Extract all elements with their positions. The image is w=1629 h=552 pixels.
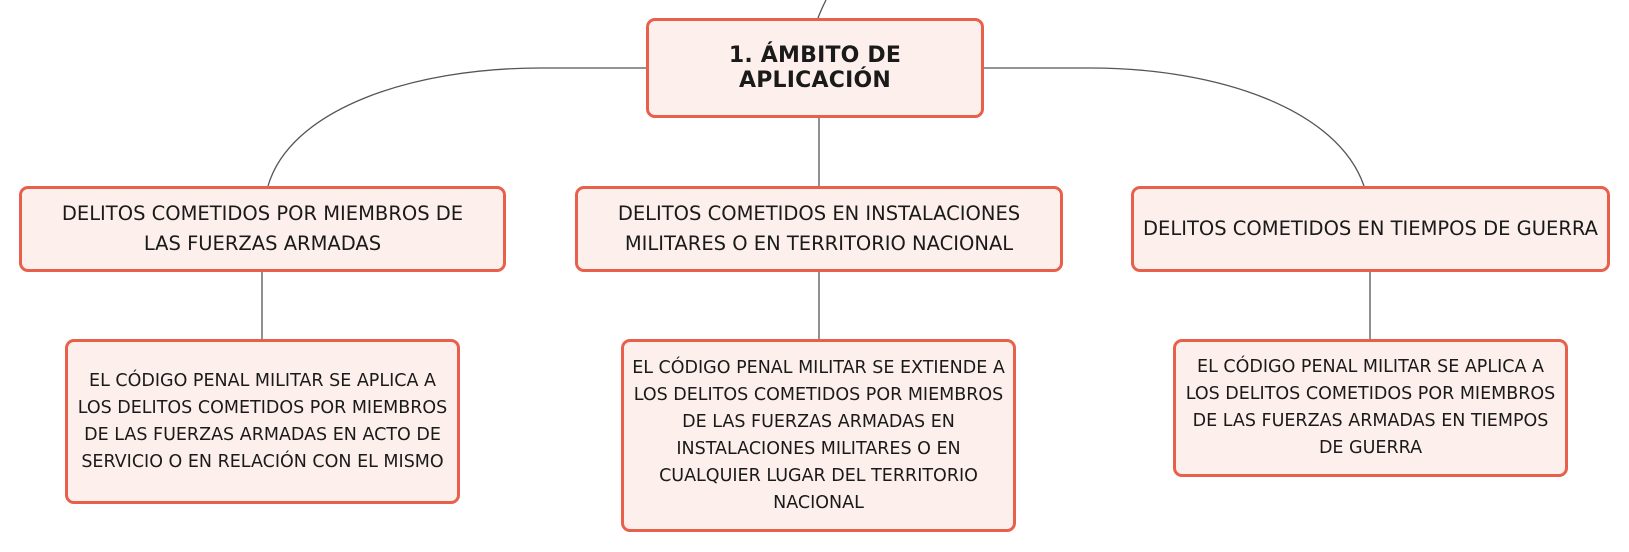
detail-topic-text: EL CÓDIGO PENAL MILITAR SE APLICA A LOS DELITOS COMETIDOS POR MIEMBROS DE LAS FUERZAS ARMADAS EN ACTO DE SERVICIO O EN RELACIÓN CON EL MISMO — [77, 370, 448, 472]
detail-topic-text: EL CÓDIGO PENAL MILITAR SE EXTIENDE A LOS DELITOS COMETIDOS POR MIEMBROS DE LAS FUERZAS ARMADAS EN INSTALACIONES MILITARES O EN CUALQUIER LUGAR DEL TERRITORIO NACIONAL — [632, 357, 1005, 513]
branch-topic-members[interactable] — [19, 186, 506, 272]
root-topic[interactable] — [646, 18, 984, 118]
branch-topic-installations[interactable] — [575, 186, 1063, 272]
connector-root-to-branch-3 — [984, 68, 1364, 186]
branch-topic-wartime[interactable] — [1131, 186, 1610, 272]
branch-topic-label: DELITOS COMETIDOS EN INSTALACIONES MILITARES O EN TERRITORIO NACIONAL — [617, 202, 1021, 255]
branch-topic-label: DELITOS COMETIDOS POR MIEMBROS DE LAS FUERZAS ARMADAS — [61, 202, 464, 255]
branch-topic-label: DELITOS COMETIDOS EN TIEMPOS DE GUERRA — [1143, 217, 1598, 240]
detail-topic-text: EL CÓDIGO PENAL MILITAR SE APLICA A LOS DELITOS COMETIDOS POR MIEMBROS DE LAS FUERZAS ARMADAS EN TIEMPOS DE GUERRA — [1185, 357, 1556, 458]
detail-topic-members[interactable] — [65, 339, 460, 504]
detail-topic-wartime[interactable] — [1173, 339, 1568, 477]
root-topic-label: 1. ÁMBITO DE APLICACIÓN — [728, 43, 902, 93]
connector-root-to-branch-1 — [268, 68, 646, 186]
connector-parent-to-root — [818, 0, 826, 18]
detail-topic-installations[interactable] — [621, 339, 1016, 532]
